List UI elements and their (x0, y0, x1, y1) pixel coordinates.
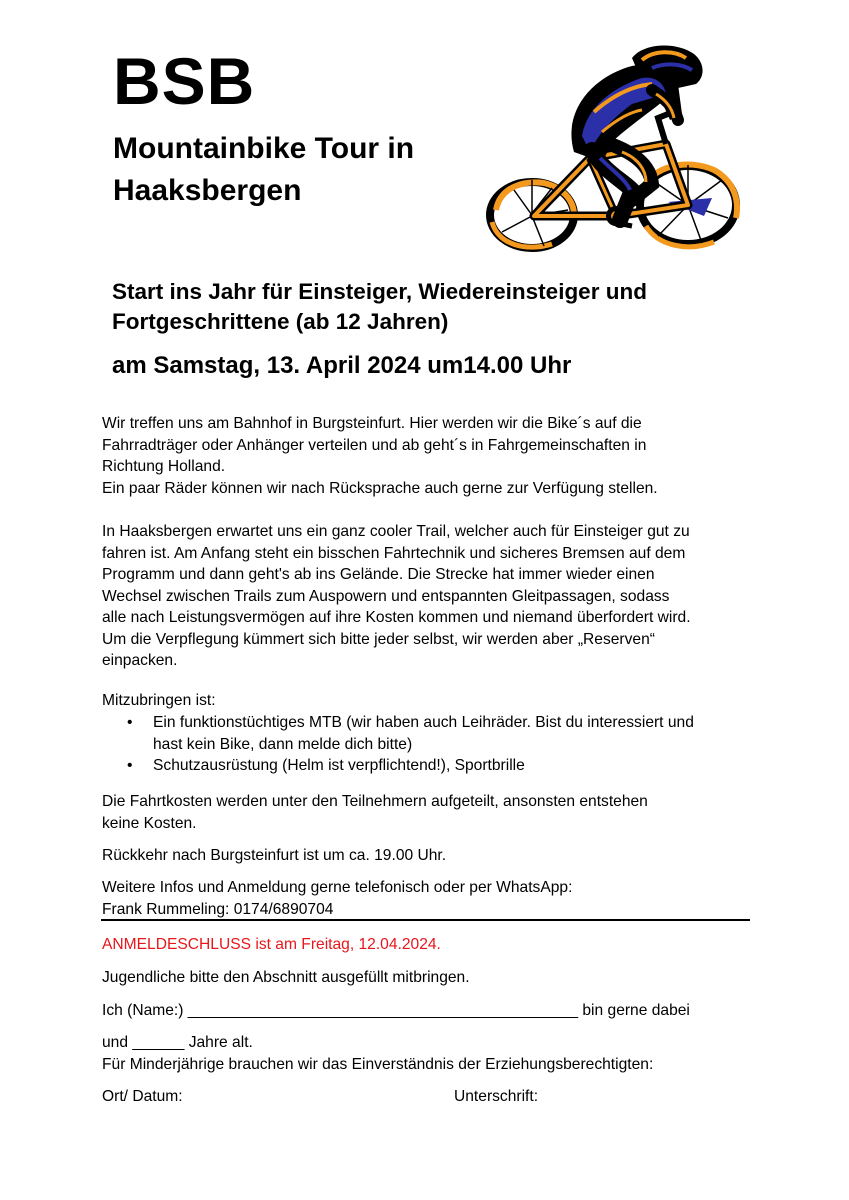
title-line-1: Mountainbike Tour in (113, 132, 415, 165)
intro-line: Fahrradträger oder Anhänger verteilen und ab geht´s in Fahrgemeinschaften in (102, 436, 647, 454)
trail-line: alle nach Leistungsvermögen auf ihre Kosten kommen und niemand überfordert wird. (102, 609, 691, 626)
trail-line: In Haaksbergen erwartet uns ein ganz cooler Trail, welcher auch für Einsteiger gut zu (102, 523, 690, 540)
subtitle-line-1: Start ins Jahr für Einsteiger, Wiedereinsteiger und (112, 279, 647, 304)
trail-line: fahren ist. Am Anfang steht ein bisschen Fahrtechnik und sicheres Bremsen auf dem (102, 544, 686, 562)
event-date: am Samstag, 13. April 2024 um14.00 Uhr (112, 352, 572, 379)
signature-label: Unterschrift: (454, 1088, 539, 1105)
list-item (102, 755, 762, 777)
youth-note: Jugendliche bitte den Abschnitt ausgefüllt mitbringen. (102, 969, 470, 986)
contact-phone: Frank Rummeling: 0174/6890704 (102, 900, 334, 918)
trail-paragraph (102, 521, 762, 672)
trail-line: einpacken. (102, 652, 178, 669)
trail-line: Wechsel zwischen Trails zum Auspowern und entspannten Gleitpassagen, sodass (102, 587, 670, 605)
bullet-icon: • (127, 757, 133, 774)
intro-line: Wir treffen uns am Bahnhof in Burgsteinfurt. Hier werden wir die Bike´s auf die (102, 415, 642, 432)
trail-line: Um die Verpflegung kümmert sich bitte jeder selbst, wir werden aber „Reserven“ (102, 630, 655, 648)
bullet-icon: • (127, 714, 133, 731)
costs-line: keine Kosten. (102, 814, 197, 832)
list-item (102, 712, 762, 755)
bring-list (102, 712, 762, 777)
contact-line: Weitere Infos und Anmeldung gerne telefonisch oder per WhatsApp: (102, 879, 573, 896)
costs-paragraph (102, 791, 762, 834)
place-date-label: Ort/ Datum: (102, 1088, 183, 1105)
brand-title: BSB (113, 44, 256, 118)
costs-line: Die Fahrtkosten werden unter den Teilnehmern aufgeteilt, ansonsten entstehen (102, 793, 648, 810)
section-divider (101, 919, 750, 921)
list-item-line: Ein funktionstüchtiges MTB (wir haben auch Leihräder. Bist du interessiert und (153, 714, 694, 731)
event-subtitle (112, 277, 772, 337)
deadline-notice: ANMELDESCHLUSS ist am Freitag, 12.04.2024. (102, 936, 441, 953)
list-item-line: Schutzausrüstung (Helm ist verpflichtend!), Sportbrille (153, 757, 525, 774)
list-item-line: hast kein Bike, dann melde dich bitte) (153, 735, 413, 753)
intro-paragraph (102, 413, 762, 499)
intro-line: Ein paar Räder können wir nach Rücksprache auch gerne zur Verfügung stellen. (102, 479, 658, 497)
title-line-2: Haaksbergen (113, 174, 302, 207)
minors-consent-note: Für Minderjährige brauchen wir das Einverständnis der Erziehungsberechtigten: (102, 1056, 654, 1073)
contact-info (102, 877, 762, 920)
subtitle-line-2: Fortgeschrittene (ab 12 Jahren) (112, 309, 449, 334)
page-title (113, 128, 493, 212)
intro-line: Richtung Holland. (102, 458, 226, 475)
age-field-line: und ______ Jahre alt. (102, 1034, 253, 1051)
name-field-line: Ich (Name:) _____________________________________________ bin gerne dabei (102, 1002, 690, 1019)
mountain-bike-rider-icon (482, 40, 747, 255)
return-info: Rückkehr nach Burgsteinfurt ist um ca. 19.00 Uhr. (102, 847, 447, 864)
trail-line: Programm und dann geht's ab ins Gelände. Die Strecke hat immer wieder einen (102, 566, 655, 583)
bring-label: Mitzubringen ist: (102, 692, 216, 709)
